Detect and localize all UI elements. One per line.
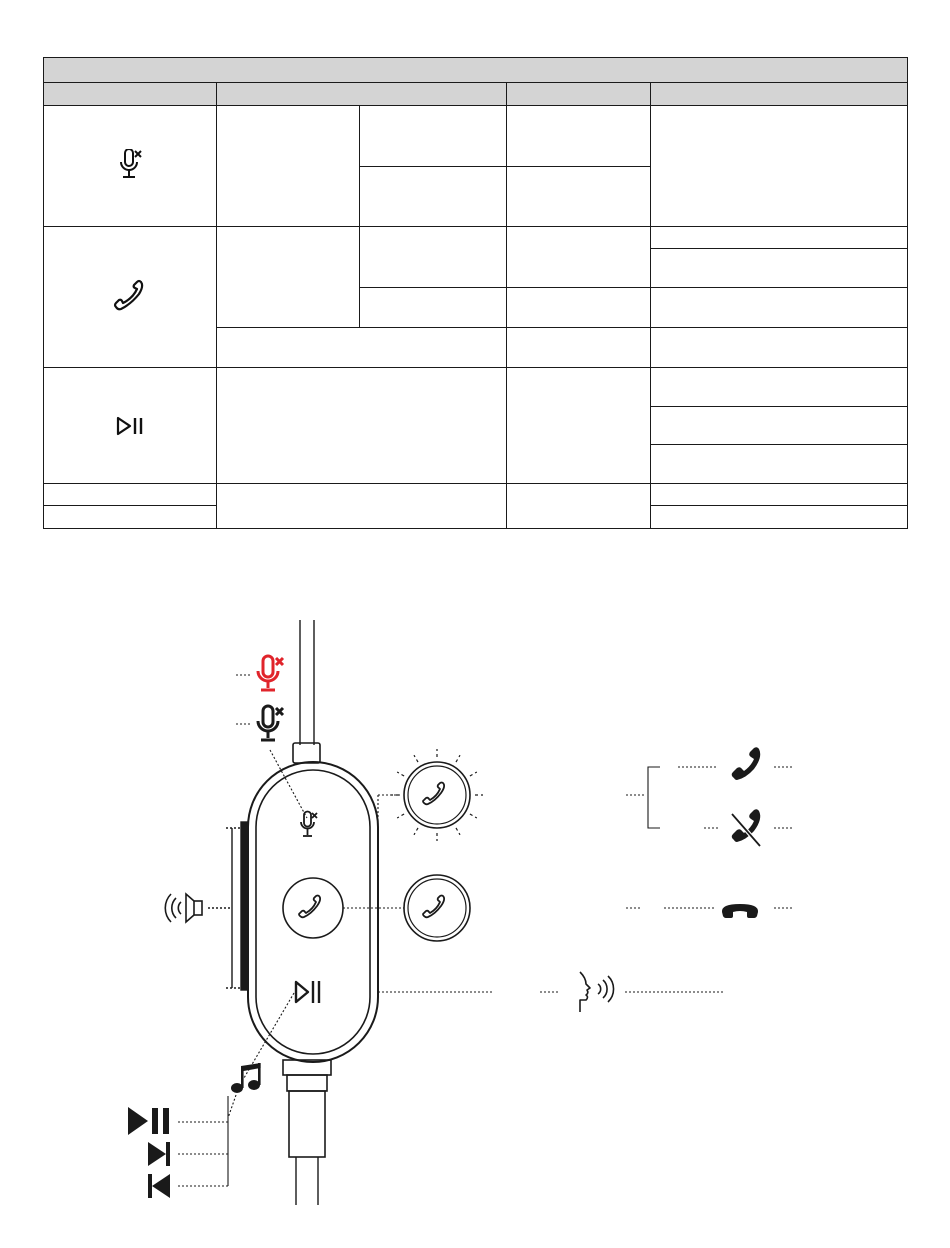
mic-mute-active-icon (258, 656, 283, 690)
cable-bottom (283, 1060, 331, 1205)
inline-controller-body (248, 762, 378, 1062)
led-ray (470, 772, 477, 776)
end-call-icon (722, 904, 758, 918)
led-ray (397, 814, 404, 818)
led-ray (470, 814, 477, 818)
led-ray (414, 755, 418, 762)
play-pause-icon (128, 1107, 169, 1135)
mic-mute-icon (258, 706, 283, 740)
call-led-solid-phone-icon (423, 896, 444, 918)
led-ray (397, 772, 404, 776)
music-note-icon (231, 1063, 261, 1093)
voice-assistant-icon (580, 972, 614, 1012)
call-button-icon[interactable] (299, 896, 320, 918)
volume-speaker-icon (165, 894, 202, 922)
led-ray (456, 755, 460, 762)
volume-rocker (208, 822, 248, 990)
decline-call-icon (732, 809, 761, 846)
leader-lines (178, 675, 794, 1186)
call-led-blinking-phone-icon (423, 783, 444, 805)
brackets (228, 767, 660, 1186)
answer-call-icon (732, 747, 761, 780)
next-track-icon (148, 1142, 170, 1166)
mic-mute-button-icon[interactable] (301, 812, 317, 837)
led-ray (456, 828, 460, 835)
previous-track-icon (148, 1174, 170, 1198)
play-pause-button-icon[interactable] (296, 981, 319, 1003)
cable-top (293, 620, 320, 763)
led-ray (414, 828, 418, 835)
